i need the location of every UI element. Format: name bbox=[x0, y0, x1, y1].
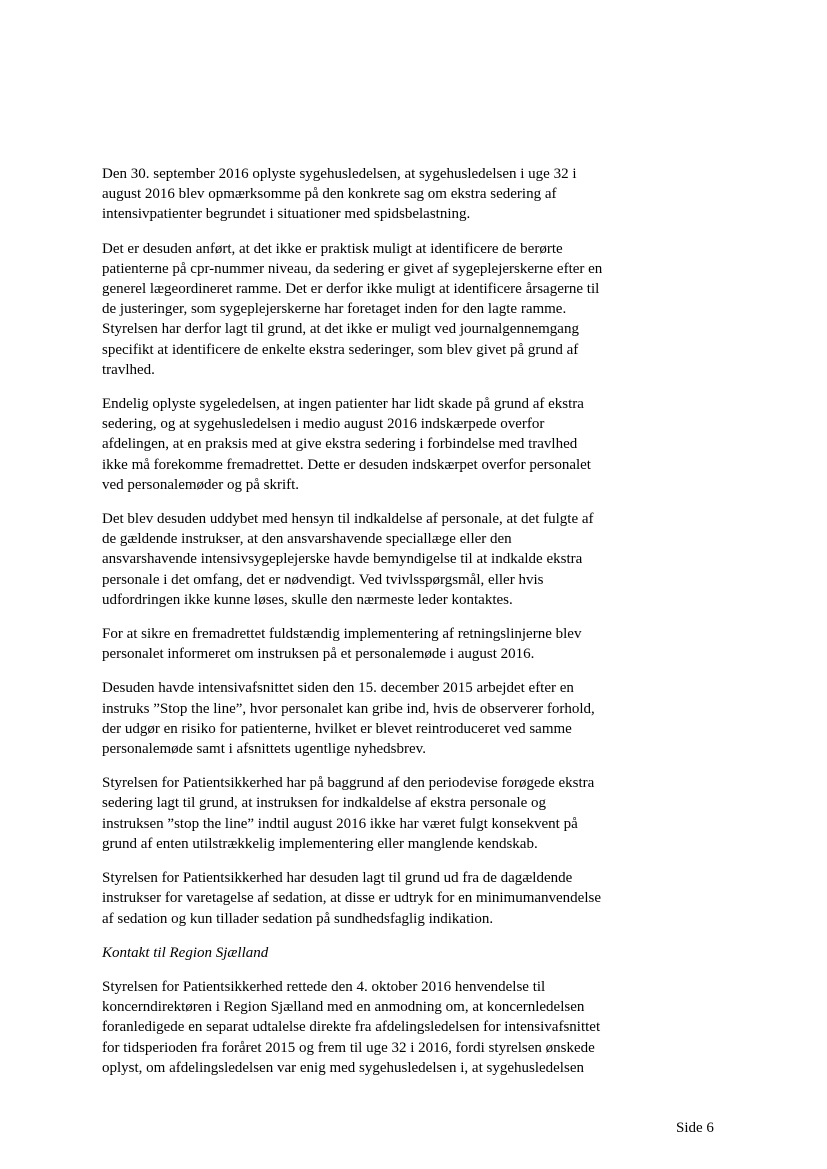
section-heading: Kontakt til Region Sjælland bbox=[102, 944, 269, 961]
paragraph-stop-the-line: Desuden havde intensivafsnittet siden den 15. december 2015 arbejdet efter en instruks ”Stop the line”, hvor personalet kan gribe ind, hvis de observerer forhold, der udgør en risiko for patienterne, hvilket er blevet reintroduceret ved samme personalemøde samt i afsnittets ugentlige nyhedsbrev. bbox=[102, 680, 595, 758]
paragraph-sygehusledelsen-oplysning: Den 30. september 2016 oplyste sygehusledelsen, at sygehusledelsen i uge 32 i august 2016 blev opmærksomme på den konkrete sag om ekstra sedering af intensivpatienter begrundet i situationer med spidsbelastning. bbox=[102, 166, 577, 223]
paragraph-henvendelse-region: Styrelsen for Patientsikkerhed rettede den 4. oktober 2016 henvendelse til koncerndirektøren i Region Sjælland med en anmodning om, at koncernledelsen foranledigede en separat udtalelse direkte fra afdelingsledelsen for intensivafsnittet for tidsperioden fra foråret 2015 og frem til uge 32 i 2016, fordi styrelsen ønskede oplyst, om afdelingsledelsen var enig med sygehusledelsen i, at sygehusledelsen bbox=[102, 978, 601, 1076]
page-number: Side 6 bbox=[676, 1120, 714, 1136]
paragraph-sedation-instrukser: Styrelsen for Patientsikkerhed har desuden lagt til grund ud fra de dagældende instrukser for varetagelse af sedation, at disse er udtryk for en minimumanvendelse af sedation og kun tillader sedation på sundhedsfaglig indikation. bbox=[102, 870, 602, 927]
paragraph-styrelsen-lagt-til-grund: Styrelsen for Patientsikkerhed har på baggrund af den periodevise forøgede ekstra sedering lagt til grund, at instruksen for indkaldelse af ekstra personale og instruksen ”stop the line” indtil august 2016 ikke har været fulgt konsekvent på grund af enten utilstrækkelig implementering eller manglende kendskab. bbox=[102, 775, 595, 852]
document-body bbox=[102, 164, 622, 1092]
paragraph-identifikation-patienter: Det er desuden anført, at det ikke er praktisk muligt at identificere de berørte patienterne på cpr-nummer niveau, da sedering er givet af sygeplejerskerne efter en generel lægeordineret ramme. Det er derfor ikke muligt at identificere årsagerne til de justeringer, som sygeplejerskerne har foretaget inden for den lagte ramme. Styrelsen har derfor lagt til grund, at det ikke er muligt ved journalgennemgang specifikt at identificere de enkelte ekstra sederinger, som blev givet på grund af travlhed. bbox=[102, 240, 603, 378]
paragraph-implementering-retningslinjer: For at sikre en fremadrettet fuldstændig implementering af retningslinjerne blev personalet informeret om instruksen på et personalemøde i august 2016. bbox=[102, 626, 582, 663]
paragraph-indkaldelse-personale: Det blev desuden uddybet med hensyn til indkaldelse af personale, at det fulgte af de gældende instrukser, at den ansvarshavende speciallæge eller den ansvarshavende intensivsygeplejerske havde bemyndigelse til at indkalde ekstra personale i det omfang, det er nødvendigt. Ved tvivlsspørgsmål, eller hvis udfordringen ikke kunne løses, skulle den nærmeste leder kontaktes. bbox=[102, 511, 594, 608]
paragraph-ingen-skade: Endelig oplyste sygeledelsen, at ingen patienter har lidt skade på grund af ekstra sedering, og at sygehusledelsen i medio august 2016 indskærpede overfor afdelingen, at en praksis med at give ekstra sedering i forbindelse med travlhed ikke må forekomme fremadrettet. Dette er desuden indskærpet overfor personalet ved personalemøder og på skrift. bbox=[102, 396, 591, 493]
